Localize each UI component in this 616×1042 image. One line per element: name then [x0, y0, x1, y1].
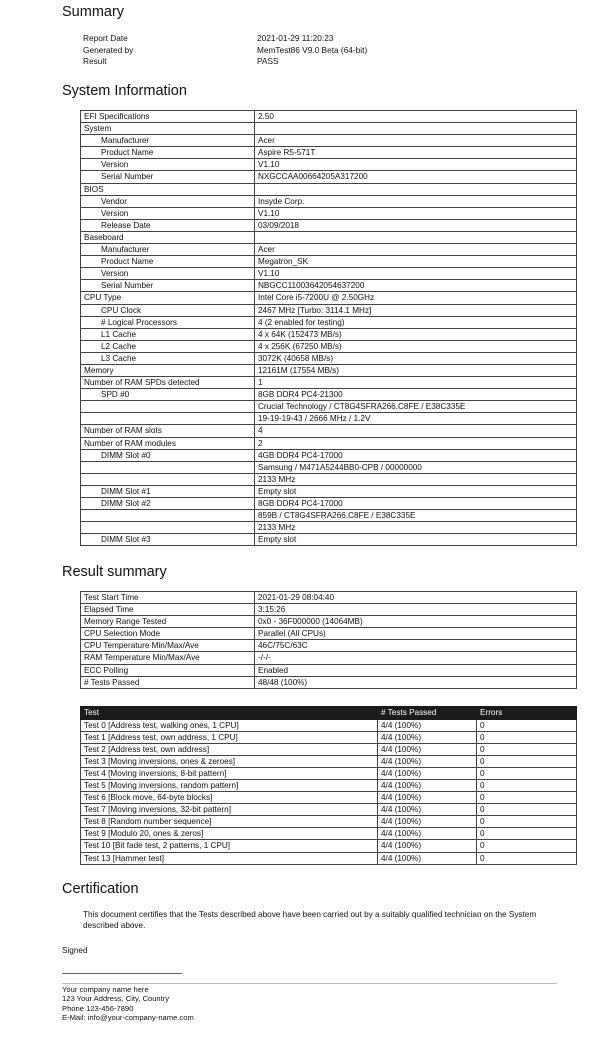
test-row: [81, 852, 577, 864]
column-header-errors: Errors: [477, 707, 577, 720]
test-name: Test 6 [Block move, 64-byte blocks]: [81, 792, 378, 804]
system-info-label: Number of RAM slots: [81, 425, 255, 437]
system-info-value: Empty slot: [255, 534, 577, 546]
summary-label: Generated by: [83, 44, 134, 55]
test-name: Test 4 [Moving inversions, 8-bit pattern]: [81, 767, 378, 779]
test-row: [81, 828, 577, 840]
system-info-value: 4GB DDR4 PC4-17000: [255, 449, 577, 461]
system-info-value: 4 x 256K (67250 MB/s): [255, 340, 577, 352]
company-name: Your company name here: [62, 985, 149, 994]
system-info-label: Manufacturer: [81, 135, 255, 147]
test-row: [81, 731, 577, 743]
result-summary-value: 2021-01-29 08:04:40: [255, 592, 577, 604]
result-summary-heading: Result summary: [62, 564, 167, 580]
result-summary-row: [81, 592, 577, 604]
system-info-label: DIMM Slot #1: [81, 485, 255, 497]
system-info-row: [81, 413, 577, 425]
system-info-value: 8GB DDR4 PC4-17000: [255, 498, 577, 510]
certification-heading: Certification: [62, 881, 139, 897]
company-address: 123 Your Address, City, Country: [62, 994, 170, 1004]
column-header-test: Test: [81, 707, 378, 720]
result-summary-label: # Tests Passed: [81, 676, 255, 688]
result-summary-value: Parallel (All CPUs): [255, 628, 577, 640]
test-name: Test 0 [Address test, walking ones, 1 CPU]: [81, 719, 378, 731]
system-info-row: [81, 498, 577, 510]
system-info-label: Memory: [81, 364, 255, 376]
test-errors: 0: [477, 767, 577, 779]
test-row: [81, 743, 577, 755]
test-name: Test 8 [Random number sequence]: [81, 816, 378, 828]
system-info-value: Samsung / M471A5244BB0-CPB / 00000000: [255, 461, 577, 473]
system-info-value: V1.10: [255, 207, 577, 219]
system-info-label: CPU Type: [81, 292, 255, 304]
system-info-row: [81, 111, 577, 123]
system-info-value: 4 x 64K (152473 MB/s): [255, 328, 577, 340]
system-info-row: [81, 389, 577, 401]
system-info-row: [81, 171, 577, 183]
result-summary-row: [81, 652, 577, 664]
system-info-label: [81, 401, 255, 413]
test-passed: 4/4 (100%): [378, 743, 477, 755]
system-info-label: Version: [81, 207, 255, 219]
test-passed: 4/4 (100%): [378, 755, 477, 767]
system-info-row: [81, 510, 577, 522]
system-info-row: [81, 401, 577, 413]
test-errors: 0: [477, 755, 577, 767]
system-info-value: Insyde Corp.: [255, 195, 577, 207]
system-info-label: Manufacturer: [81, 244, 255, 256]
test-row: [81, 792, 577, 804]
system-info-row: [81, 195, 577, 207]
test-errors: 0: [477, 779, 577, 791]
test-errors: 0: [477, 792, 577, 804]
system-info-value: 1: [255, 377, 577, 389]
result-summary-label: ECC Polling: [81, 664, 255, 676]
system-info-value: 12161M (17554 MB/s): [255, 364, 577, 376]
system-info-label: # Logical Processors: [81, 316, 255, 328]
company-phone: Phone 123-456-7890: [62, 1003, 134, 1013]
test-passed: 4/4 (100%): [378, 792, 477, 804]
system-info-value: Intel Core i5-7200U @ 2.50GHz: [255, 292, 577, 304]
system-info-value: V1.10: [255, 159, 577, 171]
system-info-label: Product Name: [81, 147, 255, 159]
test-errors: 0: [477, 852, 577, 864]
test-row: [81, 755, 577, 767]
system-info-label: [81, 473, 255, 485]
system-info-row: [81, 219, 577, 231]
test-passed: 4/4 (100%): [378, 719, 477, 731]
system-info-row: [81, 280, 577, 292]
test-row: [81, 719, 577, 731]
result-summary-label: Memory Range Tested: [81, 616, 255, 628]
system-info-row: [81, 304, 577, 316]
system-info-row: [81, 123, 577, 135]
result-summary-value: -/-/-: [255, 652, 577, 664]
result-summary-row: [81, 616, 577, 628]
result-summary-value: 46C/75C/63C: [255, 640, 577, 652]
company-email: E-Mail: info@your-company-name.com: [62, 1012, 194, 1022]
system-info-label: SPD #0: [81, 389, 255, 401]
system-info-row: [81, 437, 577, 449]
result-summary-label: Elapsed Time: [81, 604, 255, 616]
summary-heading: Summary: [62, 4, 125, 20]
system-info-label: Release Date: [81, 219, 255, 231]
system-info-row: [81, 244, 577, 256]
system-info-value: 4: [255, 425, 577, 437]
result-summary-label: CPU Selection Mode: [81, 628, 255, 640]
system-info-label: L2 Cache: [81, 340, 255, 352]
summary-row: [83, 33, 367, 45]
result-summary-label: RAM Temperature Min/Max/Ave: [81, 652, 255, 664]
system-info-value: 8GB DDR4 PC4-21300: [255, 389, 577, 401]
test-name: Test 7 [Moving inversions, 32-bit pattern]: [81, 804, 378, 816]
test-name: Test 1 [Address test, own address, 1 CPU]: [81, 731, 378, 743]
system-info-row: [81, 461, 577, 473]
system-info-value: 2133 MHz: [255, 473, 577, 485]
signature-line: [62, 973, 182, 974]
system-info-row: [81, 316, 577, 328]
system-info-value: [255, 123, 577, 135]
test-name: Test 2 [Address test, own address]: [81, 743, 378, 755]
system-info-value: 19-19-19-43 / 2666 MHz / 1.2V: [255, 413, 577, 425]
system-info-label: L3 Cache: [81, 352, 255, 364]
system-info-value: V1.10: [255, 268, 577, 280]
result-summary-label: Test Start Time: [81, 592, 255, 604]
result-summary-row: [81, 664, 577, 676]
test-row: [81, 840, 577, 852]
result-summary-value: 48/48 (100%): [255, 676, 577, 688]
system-info-row: [81, 425, 577, 437]
test-name: Test 9 [Modulo 20, ones & zeros]: [81, 828, 378, 840]
result-summary-row: [81, 640, 577, 652]
system-info-label: [81, 413, 255, 425]
system-info-row: [81, 183, 577, 195]
system-info-row: [81, 268, 577, 280]
system-info-row: [81, 147, 577, 159]
test-passed: 4/4 (100%): [378, 852, 477, 864]
test-passed: 4/4 (100%): [378, 840, 477, 852]
system-info-row: [81, 352, 577, 364]
result-summary-table: [80, 591, 577, 689]
system-info-label: Version: [81, 159, 255, 171]
summary-label: Report Date: [83, 33, 128, 43]
test-name: Test 5 [Moving inversions, random pattern]: [81, 779, 378, 791]
system-info-value: 4 (2 enabled for testing): [255, 316, 577, 328]
result-summary-value: 3:15:26: [255, 604, 577, 616]
test-errors: 0: [477, 828, 577, 840]
summary-row: [83, 45, 367, 57]
test-passed: 4/4 (100%): [378, 767, 477, 779]
system-info-value: Aspire R5-571T: [255, 147, 577, 159]
system-info-value: NBGCC11003642054637200: [255, 280, 577, 292]
system-info-value: NXGCCAA00664205A317200: [255, 171, 577, 183]
test-errors: 0: [477, 743, 577, 755]
system-info-label: EFI Specifications: [81, 111, 255, 123]
system-info-value: 859B / CT8G4SFRA266.C8FE / E38C335E: [255, 510, 577, 522]
system-info-label: [81, 510, 255, 522]
system-info-row: [81, 473, 577, 485]
system-info-value: 2467 MHz [Turbo: 3114.1 MHz]: [255, 304, 577, 316]
system-info-row: [81, 340, 577, 352]
test-errors: 0: [477, 804, 577, 816]
system-info-value: 3072K (40658 MB/s): [255, 352, 577, 364]
system-info-row: [81, 256, 577, 268]
result-summary-label: CPU Temperature Min/Max/Ave: [81, 640, 255, 652]
summary-row: [83, 56, 367, 68]
system-info-row: [81, 534, 577, 546]
certification-text: This document certifies that the Tests described above have been carried out by a suitably qualified technician on the System described above.: [83, 910, 537, 930]
test-name: Test 13 [Hammer test]: [81, 852, 378, 864]
test-errors: 0: [477, 731, 577, 743]
test-passed: 4/4 (100%): [378, 731, 477, 743]
column-header-tests-passed: # Tests Passed: [378, 707, 477, 720]
test-passed: 4/4 (100%): [378, 779, 477, 791]
test-row: [81, 779, 577, 791]
system-info-row: [81, 522, 577, 534]
system-info-row: [81, 292, 577, 304]
test-errors: 0: [477, 840, 577, 852]
system-info-row: [81, 207, 577, 219]
test-results-table: [80, 706, 577, 865]
system-info-label: Version: [81, 268, 255, 280]
company-footer: [62, 985, 194, 1022]
test-errors: 0: [477, 816, 577, 828]
system-info-label: L1 Cache: [81, 328, 255, 340]
system-info-value: 2133 MHz: [255, 522, 577, 534]
result-summary-value: Enabled: [255, 664, 577, 676]
system-info-value: Acer: [255, 135, 577, 147]
system-info-label: Baseboard: [81, 231, 255, 243]
test-passed: 4/4 (100%): [378, 816, 477, 828]
system-info-row: [81, 231, 577, 243]
system-info-label: Number of RAM SPDs detected: [81, 377, 255, 389]
footer-divider: [62, 983, 557, 984]
system-info-label: Number of RAM modules: [81, 437, 255, 449]
system-info-value: 2.50: [255, 111, 577, 123]
system-info-row: [81, 159, 577, 171]
system-info-row: [81, 364, 577, 376]
result-summary-row: [81, 604, 577, 616]
system-info-label: DIMM Slot #3: [81, 534, 255, 546]
system-info-label: DIMM Slot #0: [81, 449, 255, 461]
result-summary-row: [81, 628, 577, 640]
test-passed: 4/4 (100%): [378, 828, 477, 840]
test-results-header-row: [81, 707, 577, 720]
system-info-value: 2: [255, 437, 577, 449]
system-info-label: Vendor: [81, 195, 255, 207]
system-info-label: System: [81, 123, 255, 135]
summary-block: [83, 33, 367, 68]
system-info-label: DIMM Slot #2: [81, 498, 255, 510]
system-info-label: Serial Number: [81, 171, 255, 183]
system-info-value: 03/09/2018: [255, 219, 577, 231]
system-info-row: [81, 135, 577, 147]
result-summary-row: [81, 676, 577, 688]
signed-label: Signed: [62, 946, 88, 955]
system-info-label: [81, 522, 255, 534]
system-info-value: Crucial Technology / CT8G4SFRA266.C8FE / E38C335E: [255, 401, 577, 413]
system-info-value: Empty slot: [255, 485, 577, 497]
test-row: [81, 804, 577, 816]
test-row: [81, 816, 577, 828]
system-info-row: [81, 377, 577, 389]
test-name: Test 3 [Moving inversions, ones & zeroes]: [81, 755, 378, 767]
test-passed: 4/4 (100%): [378, 804, 477, 816]
system-info-table: [80, 110, 577, 546]
summary-value: 2021-01-29 11:20:23: [257, 33, 334, 43]
system-info-value: [255, 183, 577, 195]
summary-value: PASS: [257, 56, 279, 66]
system-info-label: CPU Clock: [81, 304, 255, 316]
summary-label: Result: [83, 56, 107, 66]
system-info-label: Product Name: [81, 256, 255, 268]
system-info-row: [81, 328, 577, 340]
system-info-value: [255, 231, 577, 243]
system-info-label: BIOS: [81, 183, 255, 195]
system-info-label: [81, 461, 255, 473]
system-info-row: [81, 449, 577, 461]
summary-value: MemTest86 V9.0 Beta (64-bit): [257, 44, 368, 55]
system-info-value: Acer: [255, 244, 577, 256]
test-row: [81, 767, 577, 779]
system-info-heading: System Information: [62, 83, 187, 99]
test-name: Test 10 [Bit fade test, 2 patterns, 1 CPU]: [81, 840, 378, 852]
system-info-value: Megatron_SK: [255, 256, 577, 268]
result-summary-value: 0x0 - 36F000000 (14064MB): [255, 616, 577, 628]
test-errors: 0: [477, 719, 577, 731]
system-info-row: [81, 485, 577, 497]
system-info-label: Serial Number: [81, 280, 255, 292]
